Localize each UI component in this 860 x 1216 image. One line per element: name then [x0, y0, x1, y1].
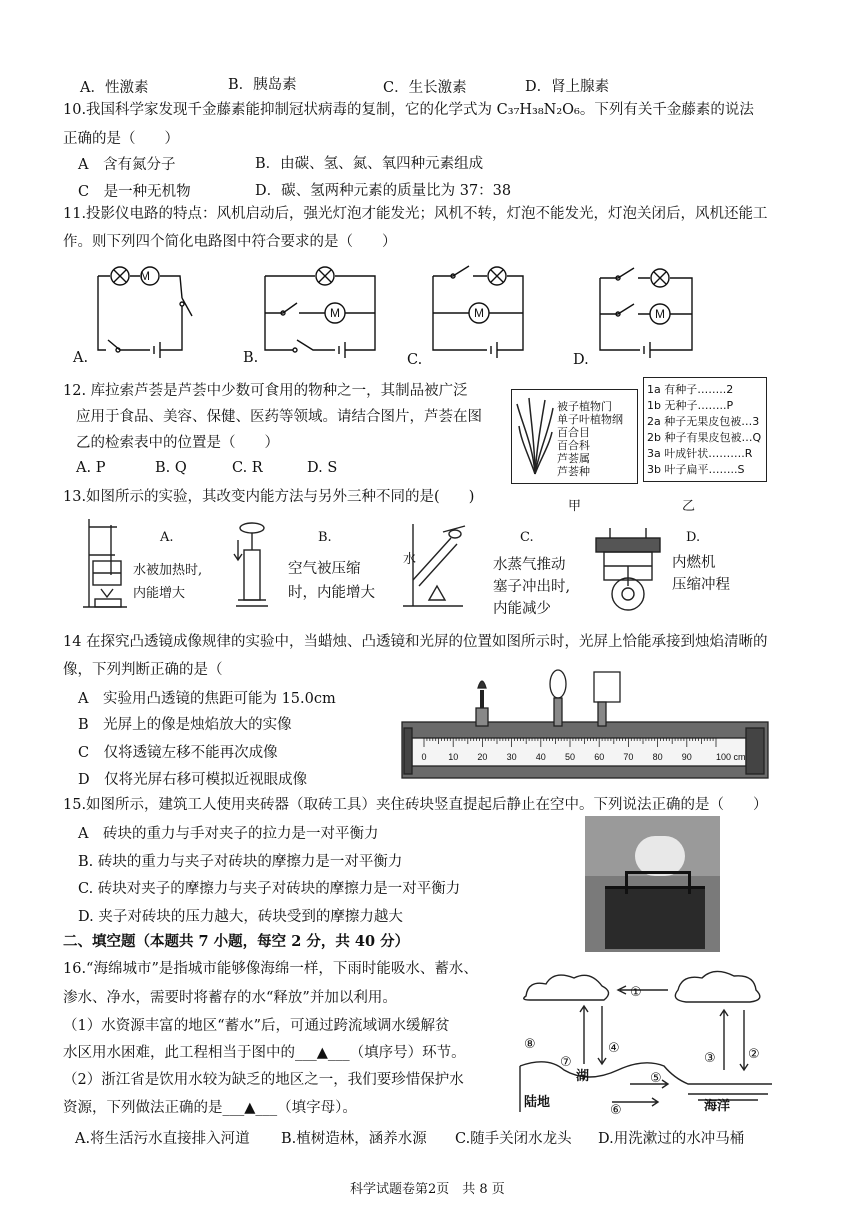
ruler-tick-label: 80 [652, 752, 663, 762]
taxon-family: 百合科 [557, 439, 590, 452]
q15-option-a: A 砖块的重力与手对夹子的拉力是一对平衡力 [78, 826, 379, 842]
key-2a: 2a 种子无果皮包被…3 [647, 415, 760, 428]
q16-p2-line2: 资源，下列做法正确的是___▲___（填字母）。 [63, 1100, 357, 1116]
q16-option-c: C.随手关闭水龙头 [455, 1131, 572, 1147]
q13-fig-b [228, 520, 276, 612]
wc-lake: 湖 [576, 1069, 590, 1084]
aloe-icon [515, 396, 555, 476]
q13-c-letter: C. [520, 530, 534, 545]
wc-sea: 海洋 [704, 1099, 731, 1114]
q11-stem-line2: 作。则下列四个简化电路图中符合要求的是（ ） [63, 234, 397, 250]
ruler-tick-label: 40 [535, 752, 546, 762]
q10-option-b: B．由碳、氢、氮、氧四种元素组成 [255, 156, 484, 172]
wc-num-4: ④ [608, 1041, 620, 1056]
q16-option-b: B.植树造林，涵养水源 [281, 1131, 427, 1147]
q16-option-d: D.用洗漱过的水冲马桶 [598, 1131, 745, 1147]
q12-stem-line3: 乙的检索表中的位置是（ ） [76, 435, 279, 451]
q12-stem-line2: 应用于食品、美容、保健、医药等领域。请结合图片，芦荟在图 [76, 409, 482, 425]
taxon-order: 百合目 [557, 426, 590, 439]
wc-num-3: ③ [704, 1051, 716, 1066]
ruler-tick-label: 60 [594, 752, 605, 762]
q10-stem-line1: 10.我国科学家发现千金藤素能抑制冠状病毒的复制，它的化学式为 C₃₇H₃₈N₂O₆。下列有关千金藤素的说法 [63, 102, 754, 118]
key-1a: 1a 有种子……..2 [647, 383, 734, 396]
key-2b: 2b 种子有果皮包被…Q [647, 431, 762, 444]
ruler-tick-label: 100 cm [716, 752, 746, 762]
q11-label-a: A. [73, 350, 89, 366]
section-2-title: 二、填空题（本题共 7 小题，每空 2 分，共 40 分） [63, 933, 410, 950]
circuit-b [265, 267, 375, 358]
q9-option-b: B．胰岛素 [228, 77, 297, 93]
q12-option-c: C. R [232, 460, 263, 476]
q11-label-c: C. [407, 352, 423, 368]
q13-d-line1: 内燃机 [672, 555, 716, 571]
q16-stem-line2: 渗水、净水，需要时将蓄存的水“释放”并加以利用。 [63, 990, 397, 1006]
q12-option-a: A. P [76, 460, 106, 476]
q9-option-c: C．生长激素 [383, 80, 467, 96]
q13-c-line1: 水蒸气推动 [493, 557, 566, 573]
taxon-class: 单子叶植物纲 [557, 413, 623, 426]
q13-a-letter: A. [160, 530, 174, 545]
svg-text:M: M [140, 269, 150, 283]
svg-text:M: M [655, 307, 665, 321]
ruler-tick-label: 90 [681, 752, 692, 762]
q10-stem-line2: 正确的是（ ） [63, 131, 179, 147]
q16-option-a: A.将生活污水直接排入河道 [75, 1131, 250, 1147]
q13-a-line2: 内能增大 [133, 586, 186, 601]
wc-num-6: ⑥ [610, 1103, 622, 1116]
q13-stem: 13.如图所示的实验，其改变内能方法与另外三种不同的是( ) [63, 489, 475, 505]
q12-option-b: B. Q [155, 460, 187, 476]
q10-option-d: D．碳、氢两种元素的质量比为 37：38 [255, 183, 512, 199]
q12-option-d: D. S [307, 460, 338, 476]
ruler-tick-label: 30 [506, 752, 517, 762]
q9-option-d: D．肾上腺素 [525, 79, 610, 95]
taxon-phylum: 被子植物门 [557, 400, 612, 413]
q13-c-line2: 塞子冲出时, [493, 579, 571, 595]
taxon-genus: 芦荟属 [557, 452, 590, 465]
q13-water-label: 水 [403, 552, 417, 567]
q15-brick-photo [585, 816, 720, 952]
q12-stem-line1: 12. 库拉索芦荟是芦荟中少数可食用的物种之一，其制品被广泛 [63, 383, 468, 399]
q14-option-c: C 仅将透镜左移不能再次成像 [78, 745, 278, 761]
q15-option-b: B. 砖块的重力与夹子对砖块的摩擦力是一对平衡力 [78, 854, 403, 870]
ruler-tick-label: 0 [421, 752, 427, 762]
wc-num-1: ① [630, 985, 642, 1000]
q13-d-letter: D. [686, 530, 701, 545]
q12-fig-jia [511, 389, 638, 484]
q16-p2-line1: （2）浙江省是饮用水较为缺乏的地区之一，我们要珍惜保护水 [63, 1072, 464, 1088]
q14-stem-line1: 14 在探究凸透镜成像规律的实验中，当蜡烛、凸透镜和光屏的位置如图所示时，光屏上恰能承接到烛焰清晰的 [63, 634, 768, 650]
q15-option-c: C. 砖块对夹子的摩擦力与夹子对砖块的摩擦力是一对平衡力 [78, 881, 461, 897]
wc-num-7: ⑦ [560, 1055, 572, 1070]
svg-text:M: M [474, 306, 484, 320]
q16-stem-line1: 16.“海绵城市”是指城市能够像海绵一样，下雨时能吸水、蓄水、 [63, 961, 478, 977]
q14-stem-line2: 像，下列判断正确的是（ [63, 662, 223, 678]
q14-option-b: B 光屏上的像是烛焰放大的实像 [78, 717, 292, 733]
q14-option-d: D 仅将光屏右移可模拟近视眼成像 [78, 772, 308, 788]
q13-a-line1: 水被加热时, [133, 563, 203, 578]
ruler-tick-label: 70 [623, 752, 634, 762]
q15-option-d: D. 夹子对砖块的压力越大，砖块受到的摩擦力越大 [78, 909, 403, 925]
q12-label-yi: 乙 [682, 499, 696, 514]
q13-fig-a [75, 515, 135, 613]
q11-label-b: B. [243, 350, 259, 366]
key-3a: 3a 叶成针状……….R [647, 447, 753, 460]
q13-b-line1: 空气被压缩 [288, 561, 361, 577]
q15-stem: 15.如图所示，建筑工人使用夹砖器（取砖工具）夹住砖块竖直提起后静止在空中。下列说法正确的是（ ） [63, 797, 768, 813]
q13-c-line3: 内能减少 [493, 601, 551, 617]
q13-b-letter: B. [318, 530, 332, 545]
ruler-tick-label: 20 [477, 752, 488, 762]
q13-d-line2: 压缩冲程 [672, 577, 730, 593]
q16-p1-line2: 水区用水困难，此工程相当于图中的___▲___（填序号）环节。 [63, 1045, 466, 1061]
q9-option-a: A．性激素 [80, 80, 149, 96]
wc-num-2: ② [748, 1047, 760, 1062]
q11-stem-line1: 11.投影仪电路的特点：风机启动后，强光灯泡才能发光；风机不转，灯泡不能发光，灯泡关闭后，风机还能工 [63, 206, 768, 222]
q10-option-c: C 是一种无机物 [78, 184, 191, 200]
ruler-tick-label: 10 [448, 752, 459, 762]
q11-label-d: D. [573, 352, 589, 368]
key-1b: 1b 无种子……..P [647, 399, 734, 412]
q16-p1-line1: （1）水资源丰富的地区“蓄水”后，可通过跨流域调水缓解贫 [63, 1018, 450, 1034]
wc-num-5: ⑤ [650, 1071, 662, 1086]
svg-text:M: M [330, 306, 340, 320]
q16-water-cycle-diagram [518, 966, 774, 1116]
q13-fig-d [590, 522, 666, 614]
wc-num-8: ⑧ [524, 1037, 536, 1052]
circuit-d [600, 268, 692, 358]
ruler-tick-label: 50 [564, 752, 576, 762]
q14-option-a: A 实验用凸透镜的焦距可能为 15.0cm [78, 691, 336, 707]
q12-label-jia: 甲 [568, 499, 582, 514]
q13-b-line2: 时，内能增大 [288, 585, 375, 601]
page-footer: 科学试题卷第2页 共 8 页 [350, 1182, 505, 1197]
wc-land: 陆地 [524, 1095, 551, 1110]
q10-option-a: A 含有氮分子 [78, 157, 176, 173]
q12-fig-yi [643, 377, 767, 482]
key-3b: 3b 叶子扁平……..S [647, 463, 745, 476]
taxon-species: 芦荟种 [557, 465, 590, 478]
q14-optical-bench [398, 668, 774, 784]
